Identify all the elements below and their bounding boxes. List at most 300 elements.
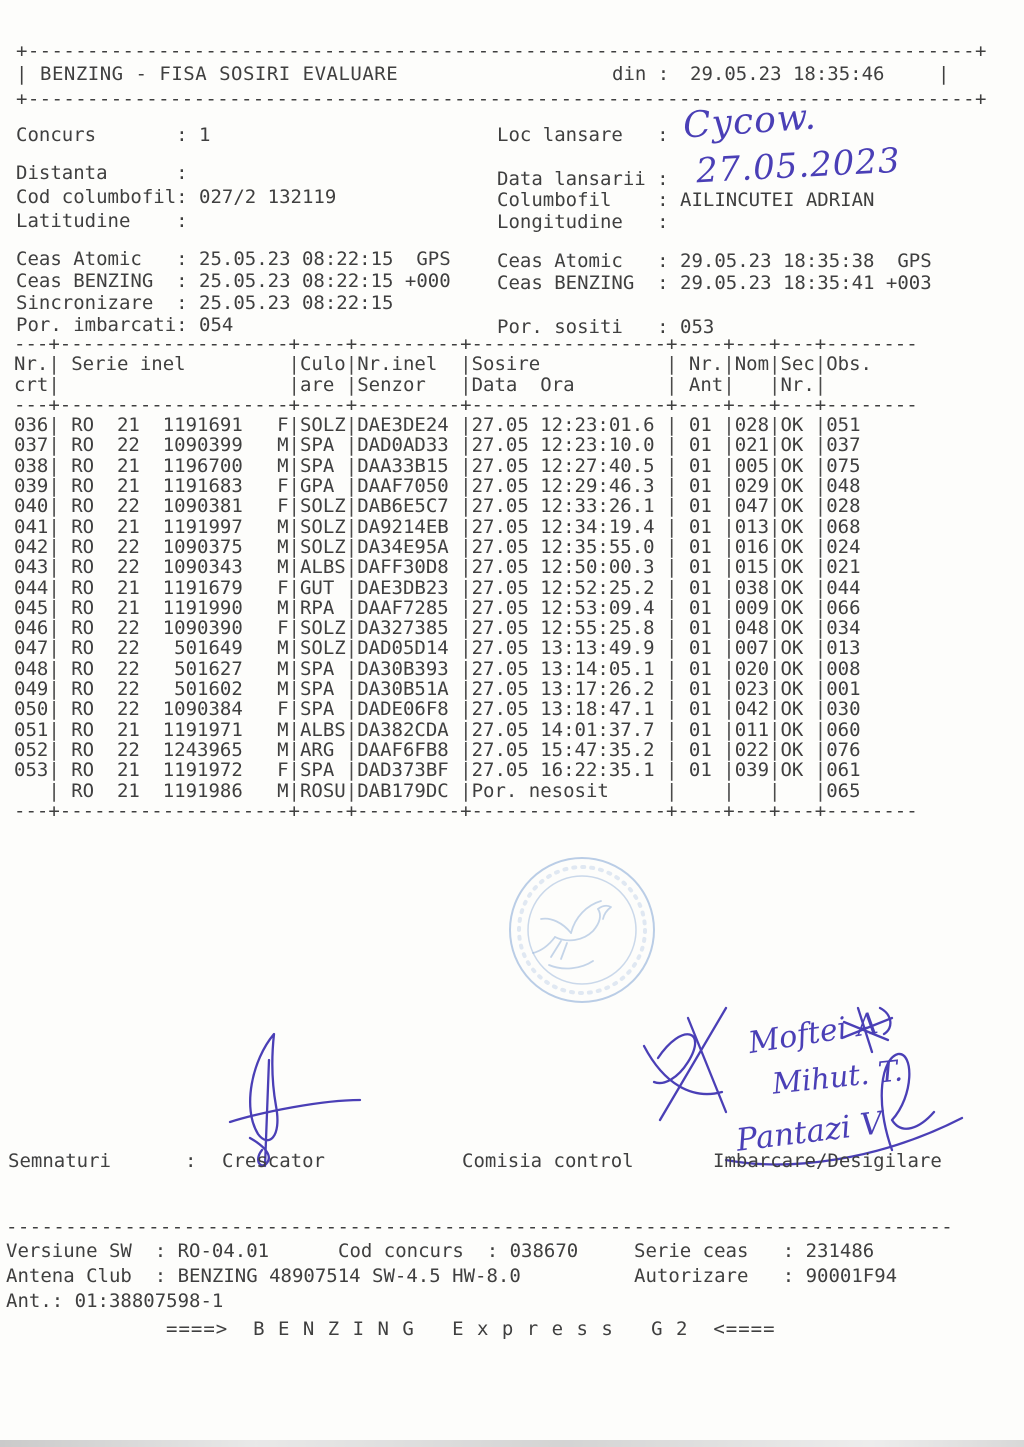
cell-obs: 066 (826, 596, 861, 619)
cell-culoare: SOLZ (299, 515, 346, 538)
header-nr: Nr. (14, 353, 49, 376)
cell-serie-inel (60, 720, 289, 740)
imbarcare-desigilare-label: Imbarcare/Desigilare (713, 1150, 942, 1172)
comisia-control-label: Comisia control (462, 1150, 634, 1172)
cell-sosire: Por. nesosit (471, 779, 609, 802)
cell-obs: 024 (826, 535, 861, 558)
cell-nr-ant: 01 (688, 576, 712, 599)
field-columbofil: Columbofil : AILINCUTEI ADRIAN (497, 189, 875, 211)
latitudine-value (188, 210, 199, 232)
cell-senzor: DA30B51A (357, 678, 449, 701)
versiune-sw-value: RO-04.01 (177, 1240, 270, 1262)
table-row: 042| RO 22 1090375 M|SOLZ|DA34E95A |27.05 12:35:55.0 | 01 |016|OK |024 (14, 537, 918, 557)
cell-year: 22 (116, 637, 140, 660)
benzing-express-banner: ====> B E N Z I N G E x p r e s s G 2 <==== (166, 1318, 776, 1340)
cell-culoare: SPA (299, 698, 335, 721)
box-left-bar: | (16, 63, 28, 85)
table-rule-bottom: ---+--------------------+----+---------+-----------------+----+---+---+-------- (14, 799, 918, 822)
cell-obs: 013 (826, 637, 861, 660)
cell-year: 22 (116, 556, 140, 579)
cell-nr-crt: 045 (14, 596, 49, 619)
autorizare-label: Autorizare (634, 1265, 749, 1287)
cell-nr-crt: 049 (14, 678, 49, 701)
cell-year: 22 (116, 678, 140, 701)
por-sositi-label: Por. sositi (497, 316, 623, 338)
cell-sosire: 27.05 12:29:46.3 (471, 475, 655, 498)
cell-nom: 009 (734, 596, 770, 619)
cell-senzor: DA9214EB (357, 515, 449, 538)
cell-obs: 044 (826, 576, 861, 599)
cell-ring-number: 1191679 (162, 576, 243, 599)
ceas-benzing-right-label: Ceas BENZING (497, 272, 635, 294)
signature-name-moftei: Moftei A (746, 1006, 881, 1061)
por-imbarcati-label: Por. imbarcati (16, 314, 177, 336)
concurs-label: Concurs (16, 124, 97, 146)
cell-year: 21 (116, 414, 140, 437)
latitudine-label: Latitudine (16, 210, 131, 232)
cell-nr-crt: 041 (14, 515, 49, 538)
cell-country: RO (71, 698, 95, 721)
cell-obs: 008 (826, 657, 861, 680)
cell-serie-inel (60, 638, 289, 658)
header-obs: Obs. (826, 353, 872, 376)
cell-sex: F (277, 475, 289, 498)
cell-year: 21 (116, 475, 140, 498)
cell-year: 22 (116, 535, 140, 558)
cell-obs: 065 (826, 779, 861, 802)
serie-ceas-label: Serie ceas (634, 1240, 749, 1262)
cell-sec: OK (780, 637, 804, 660)
cell-country: RO (71, 495, 95, 518)
cell-nom: 029 (734, 475, 770, 498)
cell-sosire: 27.05 13:17:26.2 (471, 678, 655, 701)
loc-lansare-label: Loc lansare (497, 124, 623, 146)
cell-year: 21 (116, 515, 140, 538)
semnaturi-label: Semnaturi (8, 1150, 111, 1172)
cell-obs: 051 (826, 414, 861, 437)
cell-sosire: 27.05 12:23:01.6 (471, 414, 655, 437)
cell-serie-inel (60, 456, 289, 476)
footer-rule: -------------------------------------------------------------------------------- (6, 1216, 954, 1238)
cell-nr-ant: 01 (688, 495, 712, 518)
cell-ring-number: 1191972 (162, 759, 243, 782)
header-nr-ant: Nr. (677, 353, 724, 376)
cell-senzor: DAE3DE24 (357, 414, 449, 437)
table-row: 041| RO 21 1191997 M|SOLZ|DA9214EB |27.05 12:34:19.4 | 01 |013|OK |068 (14, 517, 918, 537)
table-row: 052| RO 22 1243965 M|ARG |DAAF6FB8 |27.05 15:47:35.2 | 01 |022|OK |076 (14, 740, 918, 760)
cell-nom: 028 (734, 414, 770, 437)
cell-obs: 060 (826, 718, 861, 741)
cell-serie-inel (60, 496, 289, 516)
cell-sec: OK (780, 678, 804, 701)
field-ceas-benzing-right: Ceas BENZING : 29.05.23 18:35:41 +003 (497, 272, 932, 294)
table-row: 047| RO 22 501649 M|SOLZ|DAD05D14 |27.05 13:13:49.9 | 01 |007|OK |013 (14, 638, 918, 658)
table-row: 044| RO 21 1191679 F|GUT |DAE3DB23 |27.05 12:52:25.2 | 01 |038|OK |044 (14, 578, 918, 598)
cell-sosire: 27.05 13:13:49.9 (471, 637, 655, 660)
cell-serie-inel (60, 659, 289, 679)
cod-concurs-value: 038670 (509, 1240, 579, 1262)
cell-sosire: 27.05 15:47:35.2 (471, 738, 655, 761)
cell-country: RO (71, 637, 95, 660)
cell-culoare: SPA (299, 454, 335, 477)
cell-year: 22 (116, 657, 140, 680)
cell-senzor: DA382CDA (357, 718, 449, 741)
cell-serie-inel (60, 435, 289, 455)
cell-sosire: 27.05 13:18:47.1 (471, 698, 655, 721)
table-row: 038| RO 21 1196700 M|SPA |DAA33B15 |27.05 12:27:40.5 | 01 |005|OK |075 (14, 456, 918, 476)
cell-serie-inel (60, 699, 289, 719)
arrivals-table (14, 334, 918, 821)
cell-country: RO (71, 475, 95, 498)
cell-year: 22 (116, 738, 140, 761)
cell-obs: 037 (826, 434, 861, 457)
sincronizare-label: Sincronizare (16, 292, 154, 314)
cell-senzor: DAD0AD33 (357, 434, 449, 457)
cell-sosire: 27.05 12:53:09.4 (471, 596, 655, 619)
table-row: 045| RO 21 1191990 M|RPA |DAAF7285 |27.05 12:53:09.4 | 01 |009|OK |066 (14, 598, 918, 618)
field-versiune-sw: Versiune SW : RO-04.01 (6, 1240, 270, 1262)
cell-country: RO (71, 596, 95, 619)
cell-year: 21 (116, 759, 140, 782)
cell-nr-crt: 046 (14, 617, 49, 640)
cell-serie-inel (60, 781, 289, 801)
cell-sex: M (277, 637, 289, 660)
cell-nom: 015 (734, 556, 770, 579)
cell-nr-crt: 053 (14, 759, 49, 782)
cell-sec: OK (780, 718, 804, 741)
cell-obs: 028 (826, 495, 861, 518)
cell-culoare: SOLZ (299, 617, 346, 640)
cell-nom: 039 (734, 759, 770, 782)
cell-nom: 047 (734, 495, 770, 518)
sincronizare-value: 25.05.23 08:22:15 (199, 292, 394, 314)
cell-obs: 021 (826, 556, 861, 579)
ceas-atomic-right-value: 29.05.23 18:35:38 GPS (680, 250, 932, 272)
field-cod-columbofil: Cod columbofil: 027/2 132119 (16, 186, 337, 208)
cell-senzor: DAAF7285 (357, 596, 449, 619)
cell-ring-number: 1090381 (162, 495, 243, 518)
antena-club-label: Antena Club (6, 1265, 132, 1287)
table-row: 040| RO 22 1090381 F|SOLZ|DAB6E5C7 |27.05 12:33:26.1 | 01 |047|OK |028 (14, 496, 918, 516)
field-ceas-atomic-left: Ceas Atomic : 25.05.23 08:22:15 GPS (16, 248, 451, 270)
cell-sosire: 27.05 14:01:37.7 (471, 718, 655, 741)
cell-year: 21 (116, 596, 140, 619)
cell-nr-crt: 052 (14, 738, 49, 761)
print-datetime-value: 29.05.23 18:35:46 (690, 63, 885, 85)
cell-country: RO (71, 556, 95, 579)
cell-nr-ant: 01 (688, 515, 712, 538)
cell-ring-number: 1243965 (162, 738, 243, 761)
cell-obs: 075 (826, 454, 861, 477)
cell-country: RO (71, 434, 95, 457)
cell-sec: OK (780, 434, 804, 457)
cell-sex: M (277, 515, 289, 538)
cell-country: RO (71, 657, 95, 680)
field-concurs: Concurs : 1 (16, 124, 211, 146)
cell-senzor: DAB179DC (357, 779, 449, 802)
field-serie-ceas: Serie ceas : 231486 (634, 1240, 875, 1262)
cell-culoare: ARG (299, 738, 335, 761)
cell-nom: 013 (734, 515, 770, 538)
cell-nr-ant: 01 (688, 617, 712, 640)
table-row: 043| RO 22 1090343 M|ALBS|DAFF30D8 |27.05 12:50:00.3 | 01 |015|OK |021 (14, 557, 918, 577)
cell-nom: 016 (734, 535, 770, 558)
cod-concurs-label: Cod concurs (338, 1240, 464, 1262)
cell-serie-inel (60, 415, 289, 435)
cell-sosire: 27.05 13:14:05.1 (471, 657, 655, 680)
cell-nom: 042 (734, 698, 770, 721)
cell-ring-number: 1191691 (162, 414, 243, 437)
cell-serie-inel (60, 760, 289, 780)
cell-obs: 048 (826, 475, 861, 498)
cell-serie-inel (60, 618, 289, 638)
cell-sec: OK (780, 576, 804, 599)
cell-sex: M (277, 434, 289, 457)
ceas-atomic-left-value: 25.05.23 08:22:15 GPS (199, 248, 451, 270)
cell-nr-ant: 01 (688, 698, 712, 721)
cell-nom: 020 (734, 657, 770, 680)
cell-obs: 001 (826, 678, 861, 701)
cell-sec: OK (780, 556, 804, 579)
cell-ring-number: 1090390 (162, 617, 243, 640)
header-culoare: Culo (299, 353, 346, 376)
cell-sec: OK (780, 535, 804, 558)
cell-ring-number: 1090343 (162, 556, 243, 579)
cell-nr-ant: 01 (688, 637, 712, 660)
cell-sosire: 27.05 12:27:40.5 (471, 454, 655, 477)
cell-sex: M (277, 718, 289, 741)
table-row: | RO 21 1191986 M|ROSU|DAB179DC |Por. nesosit | | | |065 (14, 781, 918, 801)
cell-sex: M (277, 535, 289, 558)
cell-sex: M (277, 556, 289, 579)
signature-name-mihut: Mihut. T. (770, 1053, 905, 1101)
cell-sosire: 27.05 12:55:25.8 (471, 617, 655, 640)
cell-sec: OK (780, 657, 804, 680)
cell-ring-number: 1090399 (162, 434, 243, 457)
versiune-sw-label: Versiune SW (6, 1240, 132, 1262)
ceas-atomic-right-label: Ceas Atomic (497, 250, 623, 272)
cell-sec: OK (780, 596, 804, 619)
table-header-row-2: crt| |are |Senzor |Data Ora | Ant| |Nr.| (14, 373, 827, 396)
cell-sex: M (277, 454, 289, 477)
cell-nom: 021 (734, 434, 770, 457)
cell-nom: 022 (734, 738, 770, 761)
concurs-value: 1 (199, 124, 211, 146)
antenna-id-line: Ant.: 01:38807598-1 (6, 1290, 224, 1312)
serie-ceas-value: 231486 (805, 1240, 875, 1262)
ceas-benzing-right-value: 29.05.23 18:35:41 +003 (680, 272, 932, 294)
page-title: BENZING - FISA SOSIRI EVALUARE (40, 63, 399, 85)
cell-senzor: DAA33B15 (357, 454, 449, 477)
data-lansarii-label: Data lansarii (497, 168, 646, 190)
ceas-atomic-left-label: Ceas Atomic (16, 248, 142, 270)
cell-year: 21 (116, 576, 140, 599)
cell-country: RO (71, 718, 95, 741)
cell-sec: OK (780, 495, 804, 518)
cell-nom: 023 (734, 678, 770, 701)
cell-nr-ant: 01 (688, 738, 712, 761)
cell-sosire: 27.05 12:52:25.2 (471, 576, 655, 599)
cell-senzor: DAB6E5C7 (357, 495, 449, 518)
cell-ring-number: 1090375 (162, 535, 243, 558)
cell-culoare: SOLZ (299, 535, 346, 558)
cell-sosire: 27.05 16:22:35.1 (471, 759, 655, 782)
cell-sec: OK (780, 698, 804, 721)
title-box-bottom-rule: +--------------------------------------------------------------------------------+ (16, 88, 987, 110)
cell-nom: 038 (734, 576, 770, 599)
crescator-label: Crescator (222, 1150, 325, 1172)
columbofil-label: Columbofil (497, 189, 612, 211)
field-cod-concurs: Cod concurs : 038670 (338, 1240, 579, 1262)
cell-country: RO (71, 759, 95, 782)
cell-sec: OK (780, 515, 804, 538)
cell-culoare: SOLZ (299, 414, 346, 437)
cell-sosire: 27.05 12:50:00.3 (471, 556, 655, 579)
cell-nr-crt: 051 (14, 718, 49, 741)
cell-nr-ant: 01 (688, 535, 712, 558)
cell-serie-inel (60, 557, 289, 577)
field-distanta: Distanta : (16, 162, 199, 185)
cell-sec: OK (780, 454, 804, 477)
cell-ring-number: 1191990 (162, 596, 243, 619)
title-box-top-rule: +--------------------------------------------------------------------------------+ (16, 40, 987, 62)
cell-ring-number: 1191683 (162, 475, 243, 498)
cell-country: RO (71, 576, 95, 599)
cell-country: RO (71, 515, 95, 538)
cell-nr-crt: 039 (14, 475, 49, 498)
loc-lansare-handwritten-value: Cycow. (681, 96, 818, 147)
cell-nr-crt: 040 (14, 495, 49, 518)
cell-sex: M (277, 596, 289, 619)
cell-culoare: SPA (299, 678, 335, 701)
cell-senzor: DAE3DB23 (357, 576, 449, 599)
ceas-benzing-left-value: 25.05.23 08:22:15 +000 (199, 270, 451, 292)
cell-country: RO (71, 779, 95, 802)
cell-nr-crt: 042 (14, 535, 49, 558)
cell-sex: F (277, 759, 289, 782)
field-sincronizare: Sincronizare : 25.05.23 08:22:15 (16, 292, 394, 314)
cell-nr-crt: 037 (14, 434, 49, 457)
distanta-value (188, 162, 199, 184)
cell-year: 22 (116, 698, 140, 721)
cell-sec: OK (780, 738, 804, 761)
cell-ring-number: 1191986 (162, 779, 243, 802)
scanned-report-page: +--------------------------------------------------------------------------------+ | BENZING - FISA SOSIRI EVALUARE din : 29.05.23 18:35:46 | +--------------------------------------------------------------------------------+ Concurs : 1 Loc lansare : Cycow. Distanta : Cod columbofil: 027/2 132119 Latitudine : Data lansarii : 27.05.2023 Columbofil : AILINCUTEI ADRIAN Longitudine : Ceas Atomic : 25.05.23 08:22:15 GPS Ceas Atomic : 29.05.23 18:35:38 GPS Ceas BENZING : 25.05.23 08:22:15 +000 Ceas BENZING : 29.05.23 18:35:41 +003 Sincronizare : 25.05.23 08:22:15 Por. imbarcati: 054 Por. sositi : 053 ---+--------------------+----+---------+-----------------+----+---+---+-------- Nr.| Serie inel |Culo|Nr.inel |Sosire | Nr.|Nom|Sec|Obs. crt| |are |Senzor |Data Ora | Ant| |Nr.| ---+--------------------+----+---------+-----------------+----+---+---+-------- 036| RO 21 1191691 F|SOLZ|DAE3DE24 |27.05 12:23:01.6 | 01 |028|OK |051 037| RO 22 1090399 M|SPA |DAD0AD33 |27.05 12:23:10.0 | 01 |021|OK |037 038| RO 21 1196700 M|SPA |DAA33B15 |27.05 12:27:40.5 | 01 |005|OK |075 039| RO 21 1191683 F|GPA |DAAF7050 |27.05 12:29:46.3 | 01 |029|OK |048 040| RO 22 1090381 F|SOLZ|DAB6E5C7 |27.05 12:33:26.1 | 01 |047|OK |028 041| RO 21 1191997 M|SOLZ|DA9214EB |27.05 12:34:19.4 | 01 |013|OK |068 042| RO 22 1090375 M|SOLZ|DA34E95A |27.05 12:35:55.0 | 01 |016|OK |024 043| RO 22 1090343 M|ALBS|DAFF30D8 |27.05 12:50:00.3 | 01 |015|OK |021 044| RO 21 1191679 F|GUT |DAE3DB23 |27.05 12:52:25.2 | 01 |038|OK |044 045| RO 21 1191990 M|RPA |DAAF7285 |27.05 12:53:09.4 | 01 |009|OK |066 046| RO 22 1090390 F|SOLZ|DA327385 |27.05 12:55:25.8 | 01 |048|OK |034 047| RO 22 501649 M|SOLZ|DAD05D14 |27.05 13:13:49.9 | 01 |007|OK |013 048| RO 22 501627 M|SPA |DA30B393 |27.05 13:14:05.1 | 01 |020|OK |008 049| RO 22 501602 M|SPA |DA30B51A |27.05 13:17:26.2 | 01 |023|OK |001 050| RO 22 1090384 F|SPA |DADE06F8 |27.05 13:18:47.1 | 01 |042|OK |030 051| RO 21 1191971 M|ALBS|DA382CDA |27.05 14:01:37.7 | 01 |011|OK |060 052| RO 22 1243965 M|ARG |DAAF6FB8 |27.05 15:47:35.2 | 01 |022|OK |076 053| RO 21 1191972 F|SPA |DAD373BF |27.05 16:22:35.1 | 01 |039|OK |061 | RO 21 1191986 M|ROSU|DAB179DC |Por. nesosit | | | |065 ---+--------------------+----+---------+-----------------+----+---+---+-------- Moftei A Mihut. T. Pantazi V Semnaturi : Crescator Comisia control Imbarcare/Desigilare -------------------------------------------------------------------------------- Versiune SW : RO-04.01 Cod concurs : 038670 Serie ceas : 231486 Antena Club : BENZING 48907514 SW-4.5 HW-8.0 Autorizare : 90001F94 Ant.: 01:38807598-1 ====> B E N Z I N G E x p r e s s G 2 <==== (0, 0, 1024, 1447)
cell-senzor: DADE06F8 (357, 698, 449, 721)
field-ceas-benzing-left: Ceas BENZING : 25.05.23 08:22:15 +000 (16, 270, 451, 292)
cell-sec: OK (780, 759, 804, 782)
cell-serie-inel (60, 517, 289, 537)
table-row: 048| RO 22 501627 M|SPA |DA30B393 |27.05 13:14:05.1 | 01 |020|OK |008 (14, 659, 918, 679)
cell-culoare: SOLZ (299, 495, 346, 518)
cell-year: 21 (116, 779, 140, 802)
por-sositi-value: 053 (680, 316, 715, 338)
cell-nr-ant: 01 (688, 556, 712, 579)
cell-nr-ant: 01 (688, 454, 712, 477)
cell-country: RO (71, 617, 95, 640)
cell-culoare: GUT (299, 576, 335, 599)
cell-year: 21 (116, 718, 140, 741)
cell-year: 21 (116, 454, 140, 477)
cell-nr-ant: 01 (688, 414, 712, 437)
signature-name-pantazi: Pantazi V (734, 1105, 885, 1159)
cell-sosire: 27.05 12:33:26.1 (471, 495, 655, 518)
distanta-label: Distanta (16, 162, 108, 184)
cell-nr-crt: 048 (14, 657, 49, 680)
cell-ring-number: 501649 (174, 637, 243, 660)
header-sosire: Sosire (471, 353, 541, 376)
header-nr-inel-senzor: Nr.inel (357, 353, 438, 376)
cell-obs: 076 (826, 738, 861, 761)
cell-serie-inel (60, 598, 289, 618)
cell-senzor: DAAF7050 (357, 475, 449, 498)
data-lansarii-handwritten-value: 27.05.2023 (695, 140, 902, 192)
cell-obs: 030 (826, 698, 861, 721)
cell-nr-crt: 050 (14, 698, 49, 721)
cell-nr-ant: 01 (688, 475, 712, 498)
cell-country: RO (71, 678, 95, 701)
field-longitudine: Longitudine : (497, 211, 680, 234)
cell-sex: F (277, 576, 289, 599)
cell-ring-number: 1090384 (162, 698, 243, 721)
table-row: 046| RO 22 1090390 F|SOLZ|DA327385 |27.05 12:55:25.8 | 01 |048|OK |034 (14, 618, 918, 638)
cell-ring-number: 501627 (174, 657, 243, 680)
cell-nom: 005 (734, 454, 770, 477)
header-sec: Sec (780, 353, 815, 376)
cell-sex: M (277, 779, 289, 802)
cell-nr-ant: 01 (688, 434, 712, 457)
scan-edge-artifact (0, 1440, 1024, 1447)
cell-nom: 048 (734, 617, 770, 640)
cell-culoare: SOLZ (299, 637, 346, 660)
cell-sex: M (277, 678, 289, 701)
cell-sosire: 27.05 12:23:10.0 (471, 434, 655, 457)
longitudine-label: Longitudine (497, 211, 623, 233)
cell-sex: F (277, 698, 289, 721)
cell-nr-crt: 044 (14, 576, 49, 599)
cell-culoare: SPA (299, 759, 335, 782)
table-row: 039| RO 21 1191683 F|GPA |DAAF7050 |27.05 12:29:46.3 | 01 |029|OK |048 (14, 476, 918, 496)
field-latitudine: Latitudine : (16, 210, 199, 233)
cell-nom: 011 (734, 718, 770, 741)
table-row: 051| RO 21 1191971 M|ALBS|DA382CDA |27.05 14:01:37.7 | 01 |011|OK |060 (14, 720, 918, 740)
cell-sec: OK (780, 475, 804, 498)
cell-nr-crt: 043 (14, 556, 49, 579)
cell-sex: M (277, 738, 289, 761)
cell-year: 22 (116, 495, 140, 518)
table-header-row-1: Nr.| Serie inel |Culo|Nr.inel |Sosire | Nr.|Nom|Sec|Obs. (14, 354, 918, 374)
cell-senzor: DA34E95A (357, 535, 449, 558)
cell-sec: OK (780, 414, 804, 437)
table-rule-mid: ---+--------------------+----+---------+-----------------+----+---+---+-------- (14, 393, 918, 416)
table-row: 050| RO 22 1090384 F|SPA |DADE06F8 |27.05 13:18:47.1 | 01 |042|OK |030 (14, 699, 918, 719)
cell-obs: 061 (826, 759, 861, 782)
cell-senzor: DAD373BF (357, 759, 449, 782)
cell-sec: OK (780, 617, 804, 640)
autorizare-value: 90001F94 (805, 1265, 898, 1287)
cell-sex: F (277, 414, 289, 437)
header-serie-inel: Serie inel (59, 353, 186, 376)
table-row: 053| RO 21 1191972 F|SPA |DAD373BF |27.05 16:22:35.1 | 01 |039|OK |061 (14, 760, 918, 780)
antena-club-value: BENZING 48907514 SW-4.5 HW-8.0 (177, 1265, 521, 1287)
cell-serie-inel (60, 476, 289, 496)
cell-senzor: DA327385 (357, 617, 449, 640)
cell-culoare: SPA (299, 657, 335, 680)
cell-nr-ant: 01 (688, 718, 712, 741)
columbofil-value: AILINCUTEI ADRIAN (680, 189, 875, 211)
cell-serie-inel (60, 679, 289, 699)
cell-sex: F (277, 495, 289, 518)
